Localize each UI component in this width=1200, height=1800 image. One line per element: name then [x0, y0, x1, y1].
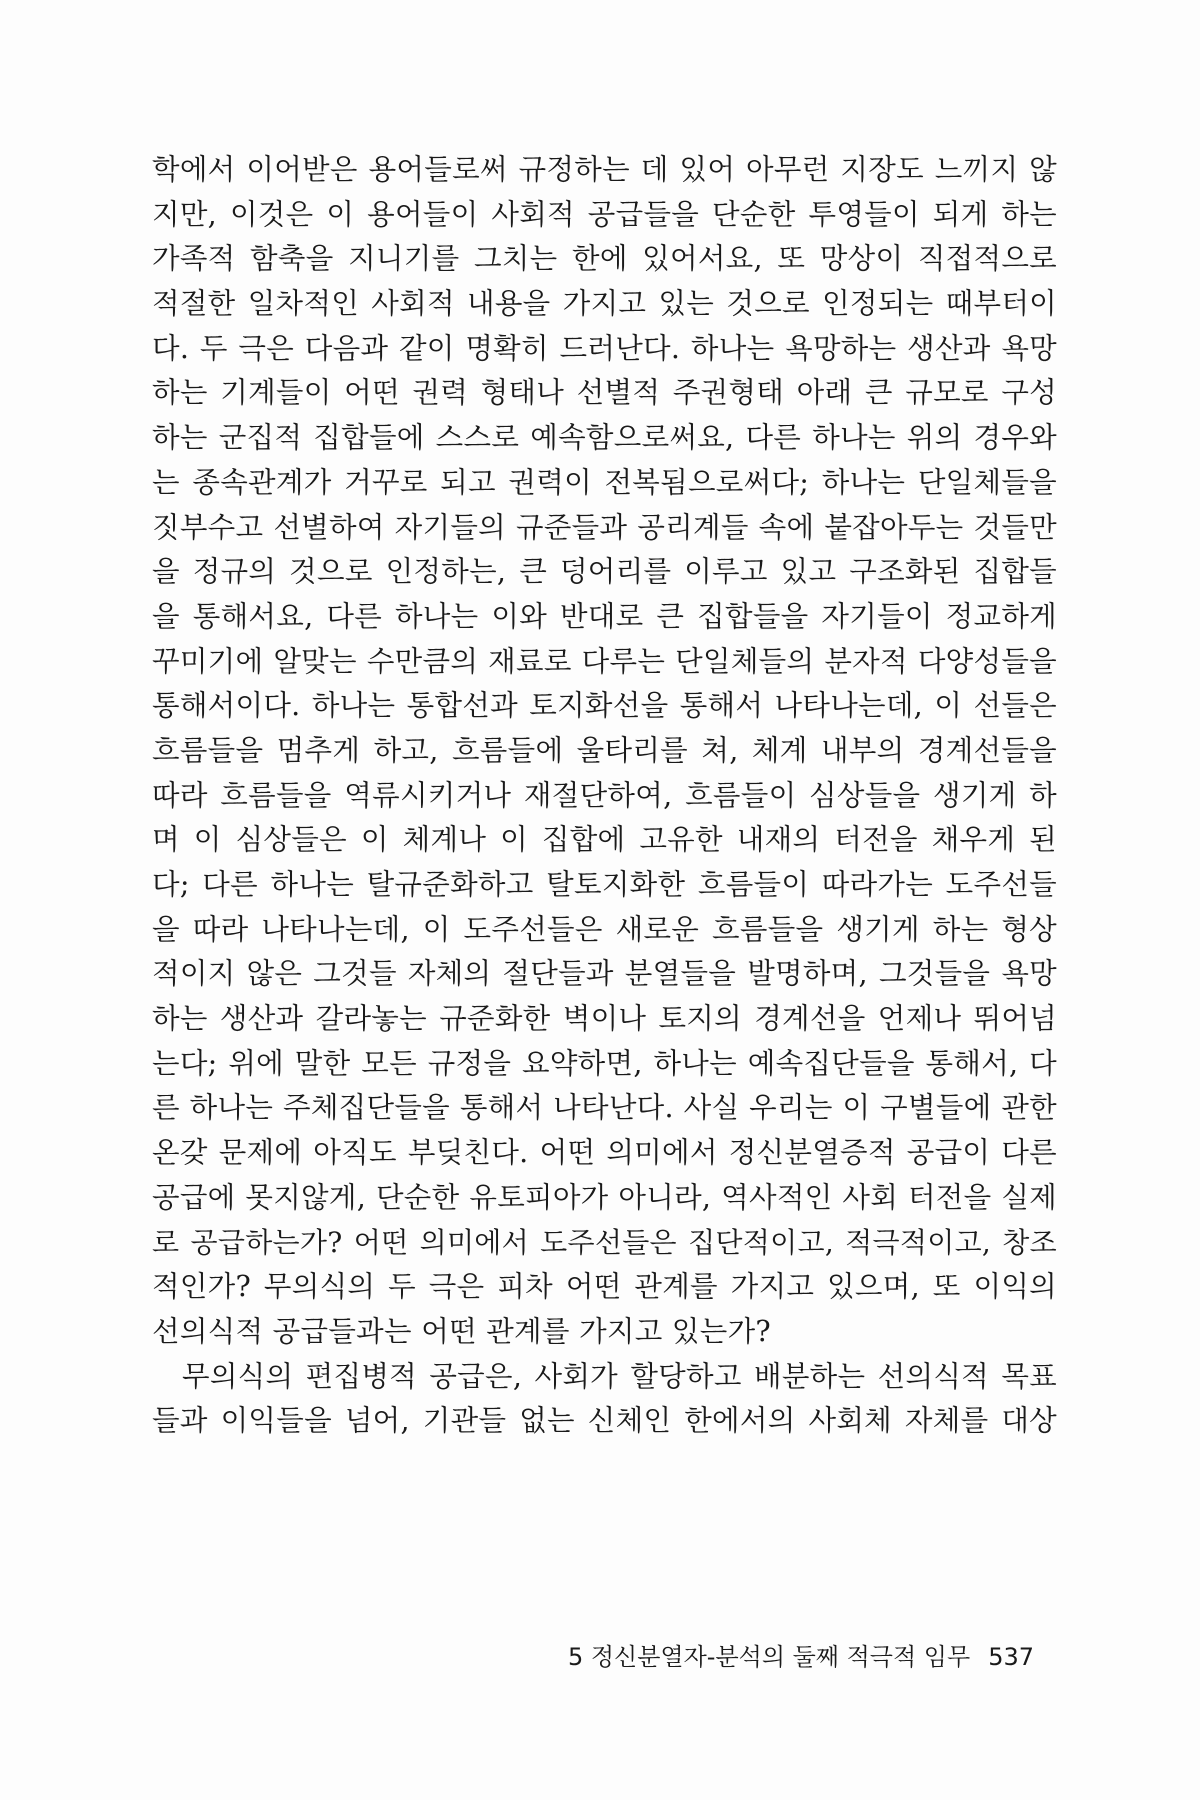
- body-text: [152, 148, 1057, 1444]
- text-line: 다. 두 극은 다음과 같이 명확히 드러난다. 하나는 욕망하는 생산과 욕망: [152, 331, 1057, 365]
- text-line: 는 종속관계가 거꾸로 되고 권력이 전복됨으로써다; 하나는 단일체들을: [152, 465, 1057, 499]
- text-line: 공급에 못지않게, 단순한 유토피아가 아니라, 역사적인 사회 터전을 실제: [152, 1180, 1057, 1214]
- text-line: 을 따라 나타나는데, 이 도주선들은 새로운 흐름들을 생기게 하는 형상: [152, 912, 1057, 946]
- text-line: 다; 다른 하나는 탈규준화하고 탈토지화한 흐름들이 따라가는 도주선들: [152, 868, 1057, 901]
- paragraph-start-line: 무의식의 편집병적 공급은, 사회가 할당하고 배분하는 선의식적 목표: [182, 1359, 1057, 1393]
- text-line: 짓부수고 선별하여 자기들의 규준들과 공리계들 속에 붙잡아두는 것들만: [152, 510, 1057, 544]
- text-line: 하는 기계들이 어떤 권력 형태나 선별적 주권형태 아래 큰 규모로 구성: [152, 376, 1057, 410]
- text-line: 는다; 위에 말한 모든 규정을 요약하면, 하나는 예속집단들을 통해서, 다: [152, 1046, 1057, 1080]
- text-line: 들과 이익들을 넘어, 기관들 없는 신체인 한에서의 사회체 자체를 대상: [152, 1404, 1057, 1438]
- text-line: 꾸미기에 알맞는 수만큼의 재료로 다루는 단일체들의 분자적 다양성들을: [152, 644, 1057, 678]
- text-line: 적절한 일차적인 사회적 내용을 가지고 있는 것으로 인정되는 때부터이: [152, 287, 1057, 321]
- text-line: 하는 생산과 갈라놓는 규준화한 벽이나 토지의 경계선을 언제나 뛰어넘: [152, 1002, 1057, 1036]
- chapter-title: 5 정신분열자-분석의 둘째 적극적 임무: [567, 1643, 971, 1671]
- text-line: 하는 군집적 집합들에 스스로 예속함으로써요, 다른 하나는 위의 경우와: [152, 421, 1057, 455]
- text-line: 따라 흐름들을 역류시키거나 재절단하여, 흐름들이 심상들을 생기게 하: [152, 778, 1057, 812]
- page-number: 537: [988, 1643, 1034, 1671]
- text-line: 통해서이다. 하나는 통합선과 토지화선을 통해서 나타나는데, 이 선들은: [152, 689, 1057, 723]
- text-line: 흐름들을 멈추게 하고, 흐름들에 울타리를 쳐, 체계 내부의 경계선들을: [152, 733, 1057, 767]
- text-line: 적인가? 무의식의 두 극은 피차 어떤 관계를 가지고 있으며, 또 이익의: [152, 1270, 1057, 1304]
- text-line: 적이지 않은 그것들 자체의 절단들과 분열들을 발명하며, 그것들을 욕망: [152, 957, 1057, 991]
- text-line: 지만, 이것은 이 용어들이 사회적 공급들을 단순한 투영들이 되게 하는: [152, 197, 1057, 231]
- text-line: 가족적 함축을 지니기를 그치는 한에 있어서요, 또 망상이 직접적으로: [152, 242, 1057, 276]
- text-line: 른 하나는 주체집단들을 통해서 나타난다. 사실 우리는 이 구별들에 관한: [152, 1091, 1057, 1125]
- text-line: 학에서 이어받은 용어들로써 규정하는 데 있어 아무런 지장도 느끼지 않: [152, 153, 1057, 186]
- text-line: 며 이 심상들은 이 체계나 이 집합에 고유한 내재의 터전을 채우게 된: [152, 823, 1057, 857]
- text-line: 로 공급하는가? 어떤 의미에서 도주선들은 집단적이고, 적극적이고, 창조: [152, 1225, 1057, 1259]
- text-line: 온갖 문제에 아직도 부딪친다. 어떤 의미에서 정신분열증적 공급이 다른: [152, 1136, 1057, 1170]
- running-footer: [548, 1637, 1034, 1677]
- text-line: 을 통해서요, 다른 하나는 이와 반대로 큰 집합들을 자기들이 정교하게: [152, 599, 1057, 633]
- text-line: 을 정규의 것으로 인정하는, 큰 덩어리를 이루고 있고 구조화된 집합들: [152, 555, 1057, 589]
- paragraph-end-line: 선의식적 공급들과는 어떤 관계를 가지고 있는가?: [152, 1314, 771, 1348]
